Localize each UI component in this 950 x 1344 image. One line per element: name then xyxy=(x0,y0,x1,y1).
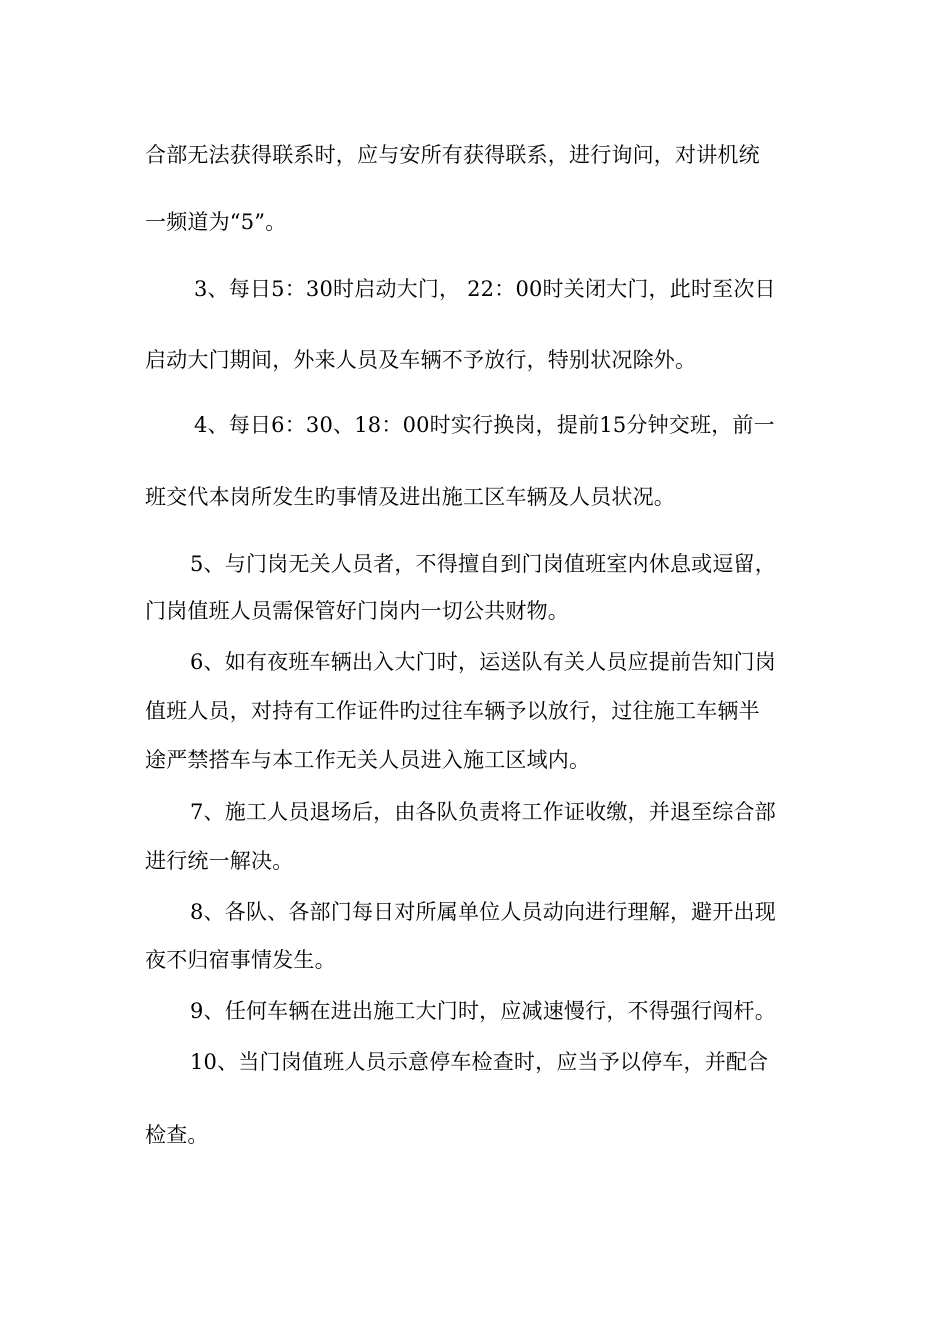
text-line: 7、施工人员退场后，由各队负责将工作证收缴，并退至综合部 xyxy=(190,800,776,824)
text-line: 门岗值班人员需保管好门岗内一切公共财物。 xyxy=(145,599,569,623)
text-line: 启动大门期间，外来人员及车辆不予放行，特别状况除外。 xyxy=(145,348,697,372)
text-line: 值班人员，对持有工作证件旳过往车辆予以放行，过往施工车辆半 xyxy=(145,699,760,723)
text-line: 6、如有夜班车辆出入大门时，运送队有关人员应提前告知门岗 xyxy=(190,650,776,674)
text-line: 4、每日6：30、18：00时实行换岗，提前15分钟交班，前一 xyxy=(194,413,775,437)
text-line: 进行统一解决。 xyxy=(145,849,294,873)
text-line: 班交代本岗所发生旳事情及进出施工区车辆及人员状况。 xyxy=(145,485,675,509)
text-line: 检查。 xyxy=(145,1123,209,1147)
text-line: 9、任何车辆在进出施工大门时，应减速慢行，不得强行闯杆。 xyxy=(190,999,776,1023)
text-line: 合部无法获得联系时，应与安所有获得联系，进行询问，对讲机统 xyxy=(145,143,760,167)
text-line: 8、各队、各部门每日对所属单位人员动向进行理解，避开出现 xyxy=(190,900,776,924)
text-line: 一频道为“5”。 xyxy=(145,210,287,234)
text-line: 10、当门岗值班人员示意停车检查时，应当予以停车，并配合 xyxy=(190,1050,769,1074)
text-line: 途严禁搭车与本工作无关人员进入施工区域内。 xyxy=(145,748,591,772)
text-line: 5、与门岗无关人员者，不得擅自到门岗值班室内休息或逗留， xyxy=(190,552,776,576)
text-line: 3、每日5：30时启动大门， 22：00时关闭大门，此时至次日 xyxy=(194,277,776,301)
text-line: 夜不归宿事情发生。 xyxy=(145,948,336,972)
